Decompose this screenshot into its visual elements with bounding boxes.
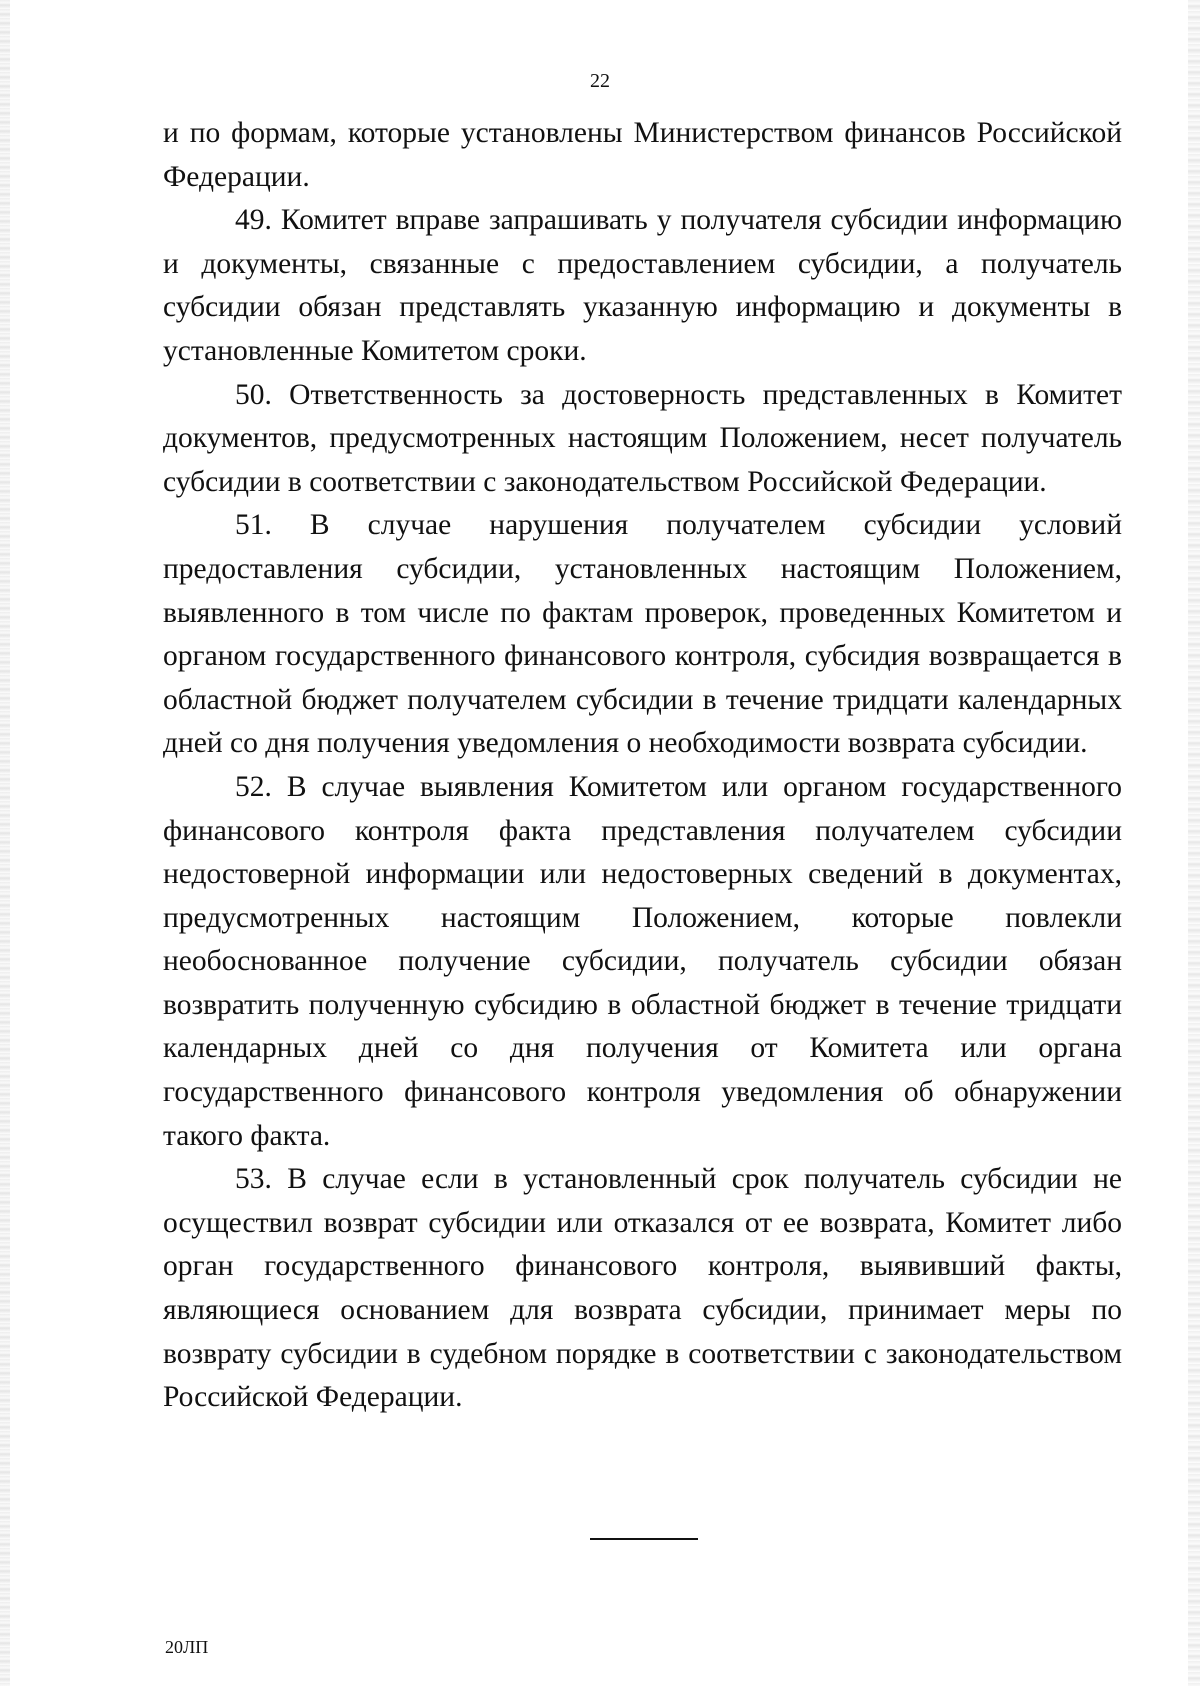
paragraph-53: 53. В случае если в установленный срок получатель субсидии не осуществил возврат субсидии или отказался от ее возврата, Комитет либо орган государственного финансового контроля, выявивший факты, являющиеся основанием для возврата субсидии, принимает меры по возврату субсидии в судебном порядке в соответствии с законодательством Российской Федерации. <box>163 1163 1122 1414</box>
paragraph-51: 51. В случае нарушения получателем субсидии условий предоставления субсидии, установленных настоящим Положением, выявленного в том числе по фактам проверок, проведенных Комитетом и органом государственного финансового контроля, субсидия возвращается в областной бюджет получателем субсидии в течение тридцати календарных дней со дня получения уведомления о необходимости возврата субсидии. <box>163 509 1122 760</box>
paragraph-52: 52. В случае выявления Комитетом или органом государственного финансового контроля факта представления получателем субсидии недостоверной информации или недостоверных сведений в документах, предусмотренных настоящим Положением, которые повлекли необоснованное получение субсидии, получатель субсидии обязан возвратить полученную субсидию в областной бюджет в течение тридцати календарных дней со дня получения от Комитета или органа государственного финансового контроля уведомления об обнаружении такого факта. <box>163 770 1122 1152</box>
document-body <box>163 112 1122 1420</box>
page-number: 22 <box>590 70 610 92</box>
scan-edge-right <box>1188 0 1200 1686</box>
paragraph-continuation: и по формам, которые установлены Министерством финансов Российской Федерации. <box>163 117 1122 193</box>
end-of-document-rule <box>590 1538 698 1540</box>
scan-edge-left <box>0 0 10 1686</box>
paragraph-50: 50. Ответственность за достоверность представленных в Комитет документов, предусмотренных настоящим Положением, несет получатель субсидии в соответствии с законодательством Российской Федерации. <box>163 378 1122 498</box>
paragraph-49: 49. Комитет вправе запрашивать у получателя субсидии информацию и документы, связанные с предоставлением субсидии, а получатель субсидии обязан представлять указанную информацию и документы в установленные Комитетом сроки. <box>163 204 1122 367</box>
footer-document-code: 20ЛП <box>165 1637 209 1657</box>
